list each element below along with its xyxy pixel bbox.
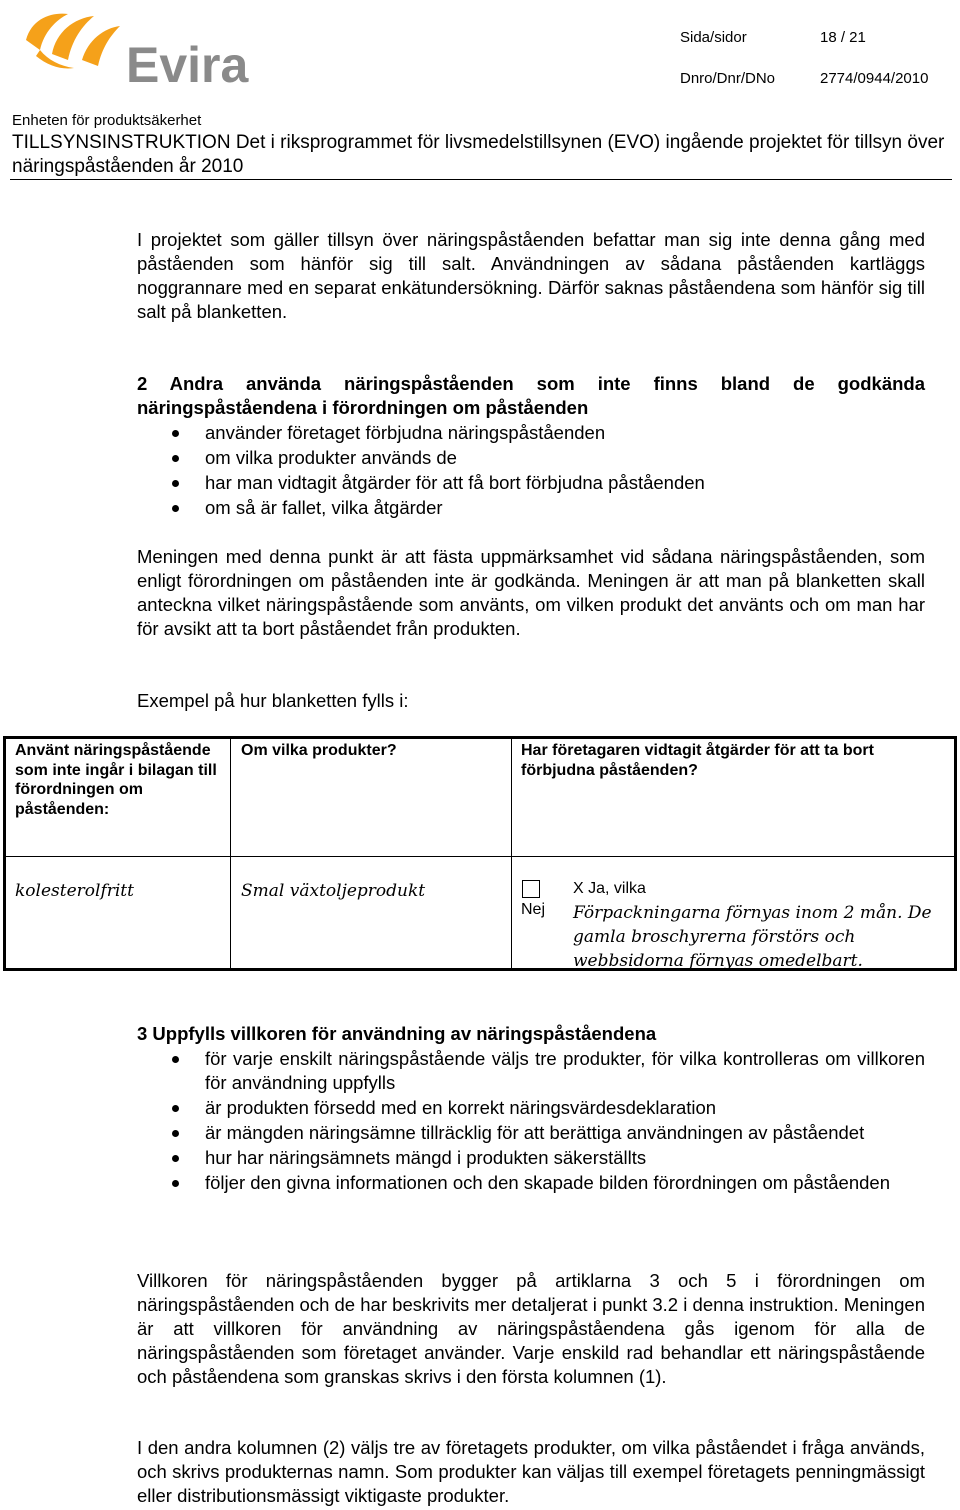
list-item: för varje enskilt näringspåstående väljs tre produkter, för vilka kontrolleras om villkoren för användning uppfylls <box>137 1047 925 1095</box>
table-cell-measures: Förpackningarna förnyas inom 2 mån. De gamla broschyrerna förstörs och webbsidorna förnyas omedelbart. <box>573 903 932 971</box>
table-divider <box>6 856 954 857</box>
section3-paragraph-2: I den andra kolumnen (2) väljs tre av företagets produkter, om vilka påståendet i fråga används, och skrivs produkternas namn. Som produkter kan väljas till exempel företagets penningmässigt eller distributionsmässigt viktigaste produkter. <box>137 1437 925 1506</box>
list-item: har man vidtagit åtgärder för att få bort förbjudna påståenden <box>137 471 925 495</box>
header-unit: Enheten för produktsäkerhet <box>12 112 202 129</box>
evira-logo <box>22 10 272 90</box>
evira-logo-mark <box>22 10 272 90</box>
intro-paragraph: I projektet som gäller tillsyn över näringspåståenden befattar man sig inte denna gång med påståenden som hänför sig till salt. Användningen av sådana påståenden kartläggs noggrannare med en separat enkätundersökning. Därför saknas påståendena som hänför sig till salt på blanketten. <box>137 229 925 322</box>
section2-paragraph: Meningen med denna punkt är att fästa uppmärksamhet vid sådana näringspåståenden, som enligt förordningen om påståenden inte är godkända. Meningen är att man på blanketten skall anteckna vilket näringspåstående som använts, om vilken produkt det använts och om man har för avsikt att ta bort påståendet från produkten. <box>137 546 925 639</box>
header-divider <box>10 179 952 180</box>
section3-paragraph-1: Villkoren för näringspåståenden bygger på artiklarna 3 och 5 i förordningen om näringspåståenden och de har beskrivits mer detaljerat i punkt 3.2 i denna instruktion. Meningen är att villkoren för användning av näringspåståendena gås igenom för alla de näringspåståenden som företaget använder. Varje enskild rad behandlar ett näringspåstående och påståendena som granskas skrivs i den första kolumnen (1). <box>137 1270 925 1387</box>
table-divider <box>511 739 512 968</box>
dnro-label: Dnro/Dnr/DNo <box>680 70 776 87</box>
logo-text: Evira <box>126 37 249 90</box>
section2-bullet-list <box>137 421 925 521</box>
section3-heading: 3 Uppfylls villkoren för användning av näringspåståendena <box>137 1023 657 1044</box>
table-header-products: Om vilka produkter? <box>241 742 397 759</box>
list-item: om så är fallet, vilka åtgärder <box>137 496 925 520</box>
table-header-claim: Använt näringspåstående som inte ingår i bilagan till förordningen om påståenden: <box>15 742 217 818</box>
list-item: hur har näringsämnets mängd i produkten säkerställts <box>137 1146 925 1170</box>
example-table <box>3 736 957 971</box>
section2-heading: 2 Andra använda näringspåståenden som inte finns bland de godkända näringspåståendena i förordningen om påståenden <box>137 373 925 418</box>
list-item: använder företaget förbjudna näringspåståenden <box>137 421 925 445</box>
list-item: är mängden näringsämne tillräcklig för att berättiga användningen av påståendet <box>137 1121 925 1145</box>
table-divider <box>230 739 231 968</box>
no-checkbox <box>522 880 540 898</box>
table-header-measures: Har företagaren vidtagit åtgärder för att ta bort förbjudna påståenden? <box>521 742 874 779</box>
page-value: 18 / 21 <box>820 29 866 46</box>
list-item: följer den givna informationen och den skapade bilden förordningen om påståenden <box>137 1171 925 1195</box>
table-cell-product: Smal växtoljeprodukt <box>241 881 426 901</box>
list-item: om vilka produkter används de <box>137 446 925 470</box>
example-label: Exempel på hur blanketten fylls i: <box>137 690 409 711</box>
list-item: är produkten försedd med en korrekt näringsvärdesdeklaration <box>137 1096 925 1120</box>
header-title: TILLSYNSINSTRUKTION Det i riksprogrammet för livsmedelstillsynen (EVO) ingående projektet för tillsyn över näringspåståenden år 2010 <box>12 132 945 177</box>
table-cell-claim: kolesterolfritt <box>15 881 134 901</box>
page-label: Sida/sidor <box>680 29 747 46</box>
no-label: Nej <box>521 901 546 918</box>
dnro-value: 2774/0944/2010 <box>820 70 929 87</box>
yes-label: X Ja, vilka <box>573 880 646 897</box>
section3-bullet-list <box>137 1047 925 1196</box>
